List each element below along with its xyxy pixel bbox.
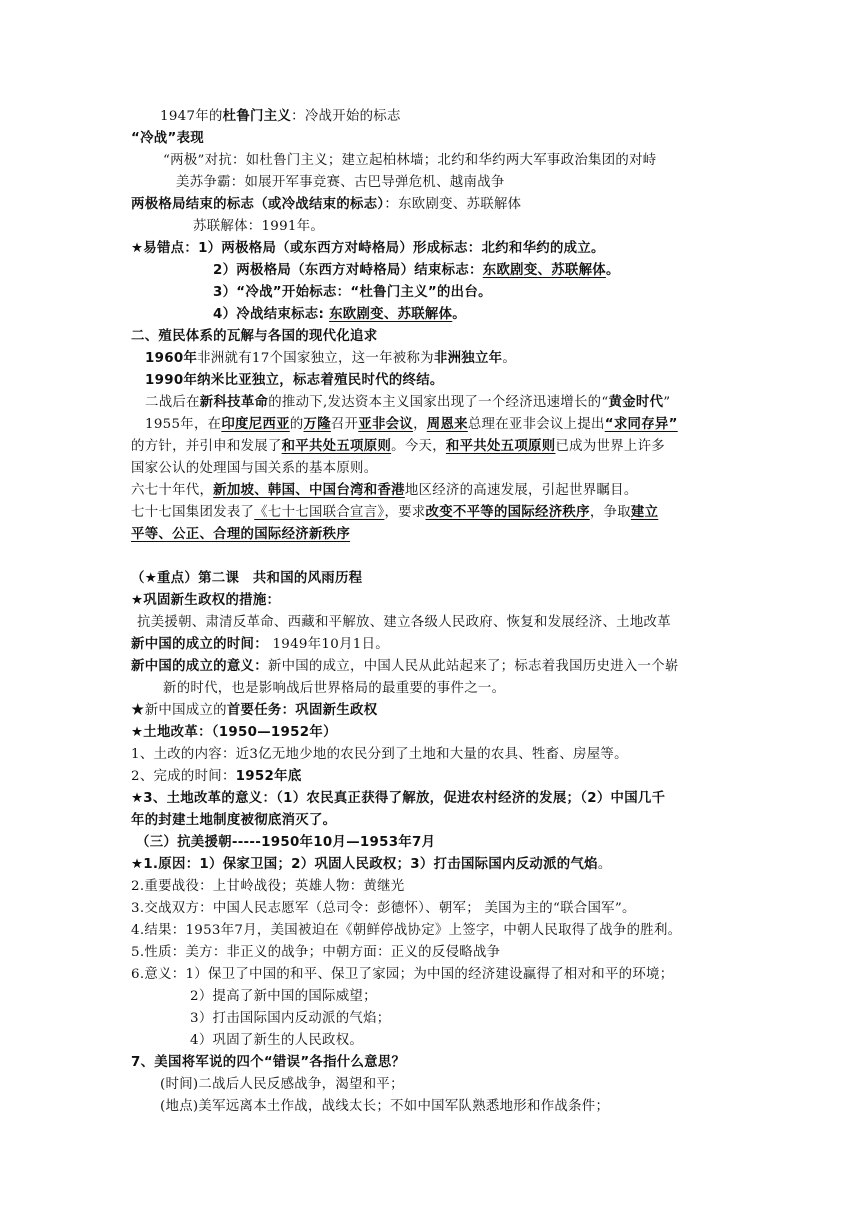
text-run: ， (413, 417, 427, 432)
text-line (131, 194, 521, 216)
text-run: ★新中国成立的 (131, 703, 227, 718)
text-run: 新中国的成立，中国人民从此站起来了；标志着我国历史进入一个崭 (267, 659, 679, 674)
text-run: ，要求 (384, 505, 426, 520)
text-line (213, 260, 620, 282)
text-line (131, 898, 636, 920)
text-line (213, 304, 466, 326)
text-run: 地区经济的高速发展，引起世界瞩目。 (404, 483, 638, 498)
text-line (163, 150, 656, 172)
text-run: (地点)美军远离本土作战，战线太长；不如中国军队熟悉地形和作战条件； (160, 1099, 610, 1114)
bold-text: 3）“冷战”开始标志：“杜鲁门主义”的出台。 (213, 285, 492, 300)
text-run: (时间)二战后人民反感战争，渴望和平； (160, 1077, 404, 1092)
bold-text: 首要任务：巩固新生政权 (226, 703, 378, 718)
text-run: 的方针，并引申和发展了 (131, 439, 282, 454)
text-run: 总理在亚非会议上提出 (467, 417, 605, 432)
underlined-text: 万隆 (303, 417, 331, 432)
underlined-text: 印度尼西亚 (221, 417, 290, 432)
bold-text: （★重点）第二课 共和国的风雨历程 (131, 571, 363, 586)
text-run: 1949年10月1日。 (267, 637, 389, 652)
text-run: 已成为世界上许多 (555, 439, 665, 454)
text-run: 二战后在 (145, 395, 200, 410)
text-line (160, 106, 401, 128)
text-line (131, 502, 658, 524)
text-line (131, 810, 336, 832)
text-line (137, 612, 671, 634)
text-line (145, 370, 444, 392)
text-line (131, 524, 350, 546)
text-run: 七十七国集团发表了 (131, 505, 255, 520)
bold-text: 。 (452, 307, 466, 322)
text-run: 6.意义：1）保卫了中国的和平、保卫了家园；为中国的经济建设赢得了相对和平的环境； (131, 967, 674, 982)
text-run: 4）巩固了新生的人民政权。 (190, 1033, 364, 1048)
text-run: ：冷战开始的标志 (291, 109, 401, 124)
underlined-text: 和平共处五项原则 (445, 439, 556, 454)
text-line (131, 238, 605, 260)
bold-text: ★3、土地改革的意义：（1）农民真正获得了解放，促进农村经济的发展；（2）中国几千 (131, 791, 666, 806)
text-run: 召开 (330, 417, 359, 432)
text-run: 3）打击国际国内反动派的气焰； (190, 1011, 391, 1026)
text-run: 国家公认的处理国与国关系的基本原则。 (131, 461, 378, 476)
text-run: 美苏争霸：如展开军事竞赛、古巴导弹危机、越南战争 (176, 175, 505, 190)
bold-text: 非洲独立年 (433, 351, 503, 366)
text-line (131, 568, 362, 590)
text-line (136, 832, 435, 854)
text-line (190, 1008, 391, 1030)
bold-text: 7、美国将军说的四个“错误”各指什么意思？ (131, 1055, 406, 1070)
text-line (131, 436, 665, 458)
text-run: 。 (597, 857, 612, 872)
underlined-text: 《七十七国联合宣言》 (254, 505, 385, 520)
bold-text: 新科技革命 (199, 395, 269, 410)
text-run: 2.重要战役：上甘岭战役；英雄人物：黄继光 (131, 879, 405, 894)
bold-text: 1990年纳米比亚独立，标志着殖民时代的终结。 (145, 373, 444, 388)
text-run: 2、完成的时间： (131, 769, 236, 784)
text-run: 新的时代，也是影响战后世界格局的最重要的事件之一。 (163, 681, 506, 696)
text-run: 3.交战双方：中国人民志愿军（总司令：彭德怀）、朝军； 美国为主的“联合国军”。 (131, 901, 636, 916)
bold-text: （三）抗美援朝-----1950年10月—1953年7月 (136, 835, 436, 850)
bold-text: ★巩固新生政权的措施： (131, 593, 281, 608)
underlined-text: 平等、公正、合理的国际经济新秩序 (131, 527, 351, 542)
text-line (131, 700, 377, 722)
text-run: 抗美援朝、肃清反革命、西藏和平解放、建立各级人民政府、恢复和发展经济、土地改革 (137, 615, 671, 630)
underlined-text: 改变不平等的国际经济秩序 (425, 505, 590, 520)
text-run: 苏联解体：1991年。 (193, 219, 325, 234)
text-run: 。今天， (391, 439, 446, 454)
text-run: 非洲就有17个国家独立，这一年被称为 (197, 351, 434, 366)
text-line (190, 1030, 363, 1052)
bold-text: 两极格局结束的标志（或冷战结束的标志） (131, 197, 385, 212)
text-line (213, 282, 492, 304)
underlined-text: 亚非会议 (358, 417, 414, 432)
text-run: 的 (289, 417, 304, 432)
text-line (163, 678, 505, 700)
underlined-text: 东欧剧变、苏联解体 (482, 263, 606, 278)
text-line (131, 766, 302, 788)
text-line (131, 480, 638, 502)
text-line (131, 128, 204, 150)
text-run: 的推动下,发达资本主义国家出现了一个经济迅速增长的“ (268, 395, 609, 410)
text-line (176, 172, 505, 194)
underlined-text: 和平共处五项原则 (281, 439, 392, 454)
bold-text: 新中国的成立的意义： (131, 659, 268, 674)
text-line (145, 414, 678, 436)
bold-text: 2）两极格局（东西方对峙格局）结束标志： (213, 263, 483, 278)
text-line (193, 216, 324, 238)
bold-text: ★1.原因：1）保家卫国；2）巩固人民政权；3）打击国际国内反动派的气焰 (131, 857, 598, 872)
bold-text: 黄金时代 (608, 395, 664, 410)
bold-text: ★土地改革：（1950—1952年） (131, 725, 337, 740)
text-run: 5.性质：美方：非正义的战争；中朝方面：正义的反侵略战争 (131, 945, 501, 960)
underlined-text: 新加坡、韩国、中国台湾和香港 (213, 483, 405, 498)
text-line (131, 590, 280, 612)
bold-text: 。 (605, 263, 620, 278)
bold-text: ★易错点：1）两极格局（或东西方对峙格局）形成标志：北约和华约的成立。 (131, 241, 605, 256)
underlined-text: 周恩来 (426, 417, 468, 432)
text-run: ：东欧剧变、苏联解体 (384, 197, 522, 212)
bold-text: 1952年底 (235, 769, 302, 784)
text-line (131, 788, 665, 810)
text-line (131, 458, 377, 480)
text-line (131, 634, 389, 656)
bold-text: 年的封建土地制度被彻底消灭了。 (131, 813, 337, 828)
text-line (131, 656, 679, 678)
text-line (145, 348, 516, 370)
text-line (131, 326, 377, 348)
text-run: 1、土改的内容：近3亿无地少地的农民分到了土地和大量的农具、牲畜、房屋等。 (131, 747, 628, 762)
text-line (160, 1096, 609, 1118)
text-line (131, 854, 612, 876)
text-line (131, 722, 337, 744)
text-line (160, 1074, 404, 1096)
bold-text: 二、殖民体系的瓦解与各国的现代化追求 (131, 329, 378, 344)
text-line (131, 744, 628, 766)
text-line (131, 876, 405, 898)
text-run: 4.结果：1953年7月，美国被迫在《朝鲜停战协定》上签字，中朝人民取得了战争的胜利。 (131, 923, 682, 938)
text-run: 2）提高了新中国的国际威望； (190, 989, 377, 1004)
text-run: 1955年，在 (145, 417, 222, 432)
text-run: 六七十年代， (131, 483, 214, 498)
bold-text: 1960年 (145, 351, 198, 366)
bold-text: 4）冷战结束标志: (213, 307, 330, 322)
bold-text: 新中国的成立的时间： (131, 637, 268, 652)
text-line (131, 964, 673, 986)
text-run: ，争取 (589, 505, 631, 520)
bold-text: “冷战”表现 (131, 131, 204, 146)
text-run: “两极”对抗：如杜鲁门主义；建立起柏林墙；北约和华约两大军事政治集团的对峙 (163, 153, 657, 168)
text-run: ” (663, 395, 671, 410)
text-line (190, 986, 377, 1008)
bold-text: 杜鲁门主义 (222, 109, 292, 124)
underlined-text: 东欧剧变、苏联解体 (329, 307, 453, 322)
underlined-text: “求同存异” (604, 417, 678, 432)
text-line (131, 942, 500, 964)
text-line (145, 392, 670, 414)
text-run: 。 (502, 351, 517, 366)
underlined-text: 建立 (630, 505, 659, 520)
text-line (131, 1052, 405, 1074)
text-run: 1947年的 (160, 109, 223, 124)
text-line (131, 920, 681, 942)
